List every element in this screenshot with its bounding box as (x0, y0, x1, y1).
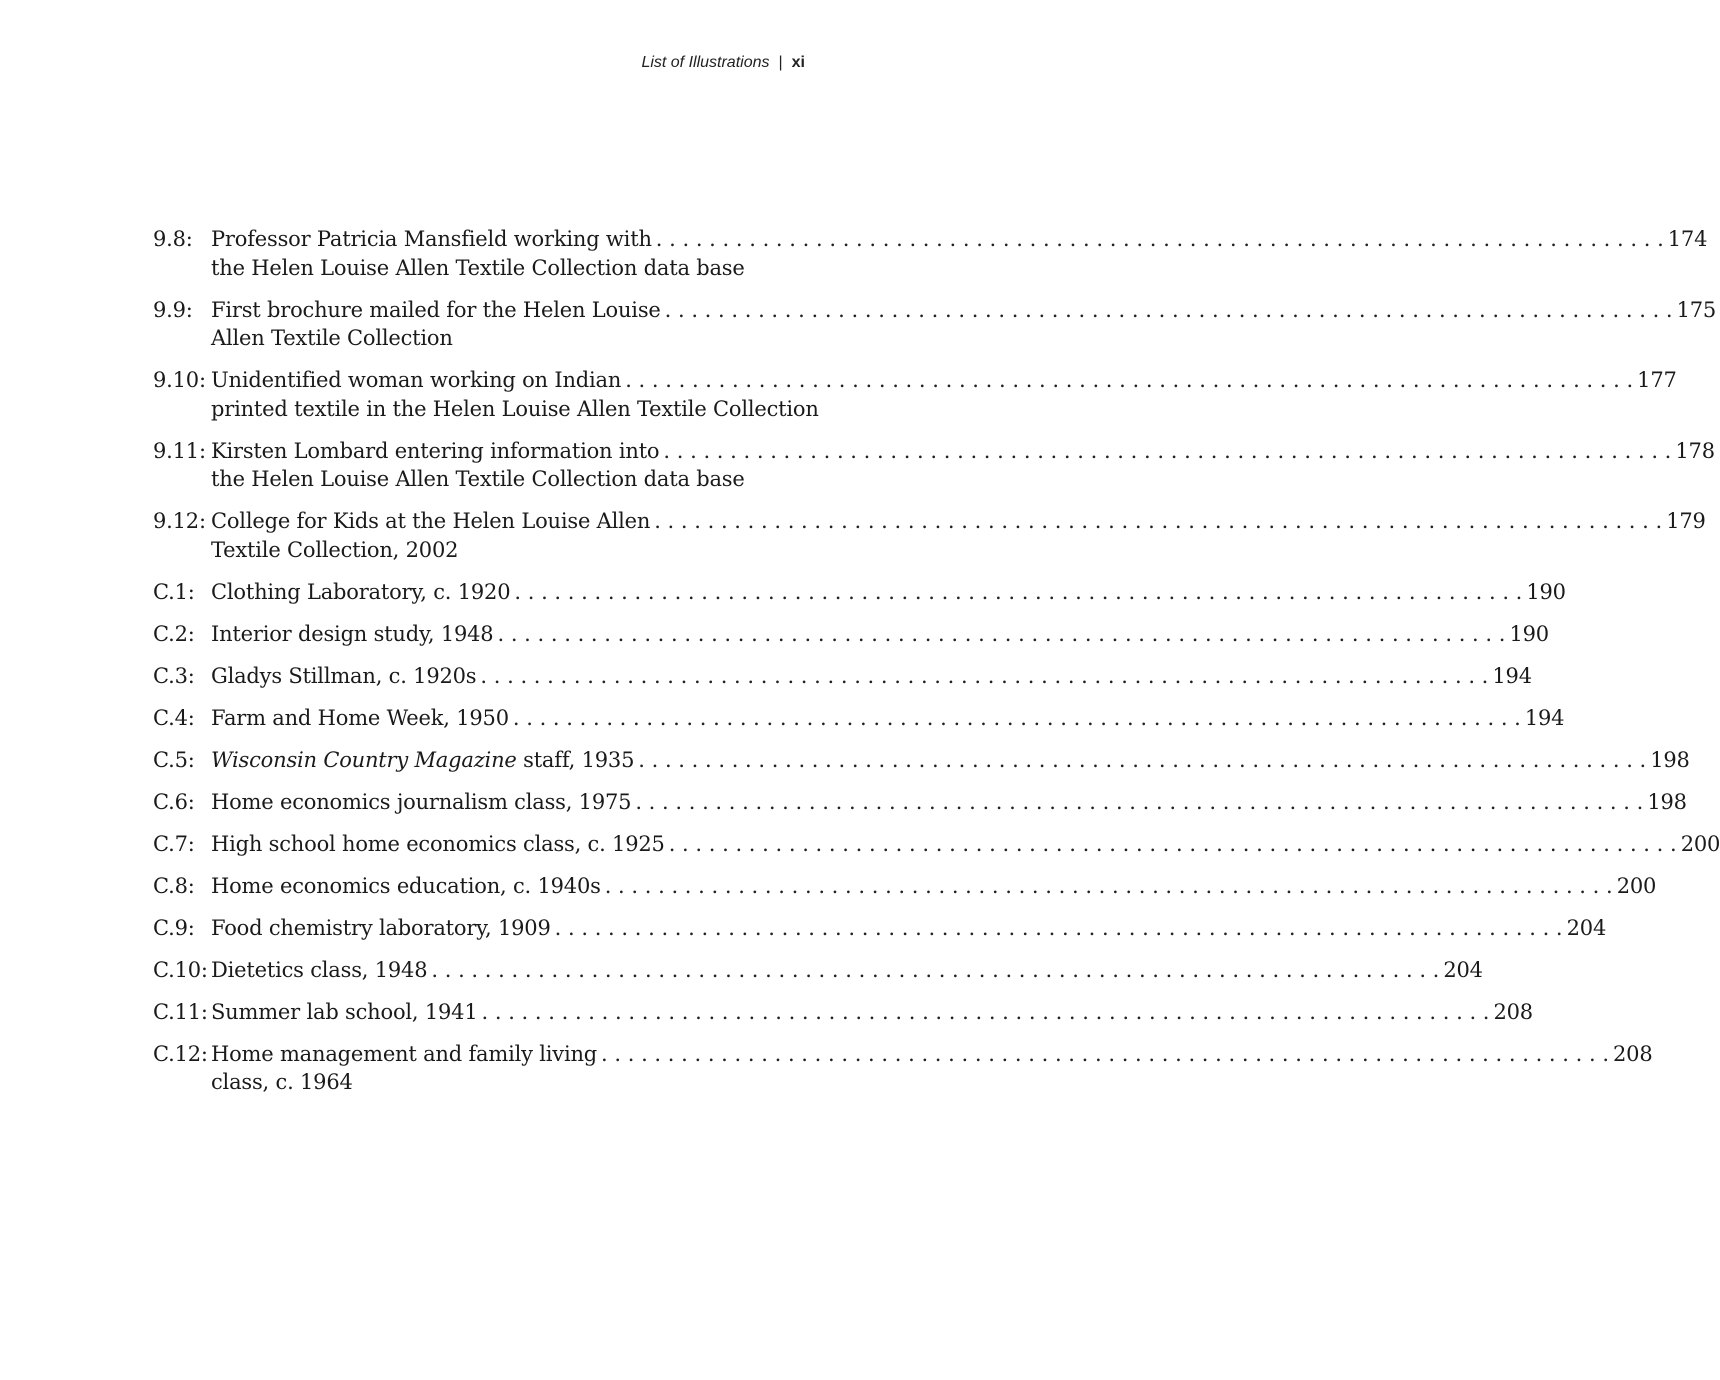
figure-caption (211, 746, 634, 775)
list-item (153, 788, 1687, 817)
dot-leader (665, 296, 1673, 325)
dot-leader (605, 872, 1613, 901)
page-number: 198 (1650, 747, 1690, 772)
list-item (153, 830, 1720, 859)
page-number: 204 (1443, 957, 1483, 982)
running-head-title: List of Illustrations (641, 54, 770, 71)
figure-number: C.11: (153, 999, 208, 1024)
list-item (153, 872, 1657, 901)
figure-caption: Food chemistry laboratory, 1909 (211, 915, 551, 940)
dot-leader (669, 830, 1677, 859)
figure-number: C.3: (153, 663, 195, 688)
figure-number: C.7: (153, 831, 195, 856)
figure-caption-continued: Allen Textile Collection (211, 326, 453, 350)
figure-caption: Gladys Stillman, c. 1920s (211, 663, 477, 688)
figure-number: C.2: (153, 621, 195, 646)
figure-number: C.10: (153, 957, 208, 982)
figure-caption-continued: Textile Collection, 2002 (211, 537, 459, 562)
figure-caption: Summer lab school, 1941 (211, 999, 478, 1024)
list-item (153, 296, 1717, 353)
figure-caption-continued: class, c. 1964 (211, 1070, 353, 1094)
dot-leader (497, 620, 1505, 649)
dot-leader (431, 956, 1439, 985)
list-item (153, 437, 1715, 494)
figure-number: 9.10: (153, 368, 206, 392)
running-head (641, 54, 805, 72)
figure-caption: Home management and family living (211, 1041, 598, 1066)
page-number: 200 (1680, 831, 1720, 856)
figure-number: C.6: (153, 789, 195, 814)
page-number: 190 (1526, 579, 1566, 604)
running-head-separator: | (778, 54, 783, 71)
page-number: 175 (1676, 297, 1717, 322)
figure-caption-continued: the Helen Louise Allen Textile Collection data base (211, 467, 745, 491)
list-item (153, 746, 1690, 775)
figure-caption: Dietetics class, 1948 (211, 957, 428, 982)
list-item (153, 366, 1677, 423)
list-item (153, 225, 1708, 282)
page-number: 179 (1666, 509, 1706, 533)
list-item (153, 704, 1565, 733)
page-number: 208 (1493, 999, 1533, 1024)
page-number: 174 (1667, 227, 1708, 251)
page-number: 194 (1524, 705, 1565, 730)
page-number: 194 (1492, 663, 1532, 688)
page-number: 198 (1647, 789, 1687, 814)
dot-leader (638, 746, 1646, 775)
dot-leader (480, 662, 1488, 691)
figure-caption: First brochure mailed for the Helen Louise (211, 297, 661, 322)
figure-caption: College for Kids at the Helen Louise Allen (211, 509, 651, 533)
figure-number: 9.12: (153, 509, 206, 533)
figure-number: C.9: (153, 915, 195, 940)
figure-caption: Professor Patricia Mansfield working with (211, 227, 652, 251)
page-number: 178 (1675, 438, 1715, 463)
figure-number: C.4: (153, 705, 195, 730)
figure-caption: Unidentified woman working on Indian (211, 368, 622, 392)
list-item (153, 507, 1706, 564)
figure-number: C.1: (153, 579, 195, 604)
dot-leader (656, 225, 1664, 254)
figure-caption-continued: printed textile in the Helen Louise Allen Textile Collection (211, 396, 819, 421)
page-number: 190 (1509, 621, 1549, 646)
figure-caption-continued: the Helen Louise Allen Textile Collection data base (211, 255, 745, 280)
dot-leader (601, 1040, 1609, 1069)
dot-leader (654, 507, 1662, 536)
dot-leader (555, 914, 1563, 943)
illustrations-list (153, 225, 1720, 1110)
list-item (153, 998, 1533, 1027)
dot-leader (635, 788, 1643, 817)
dot-leader (482, 998, 1490, 1027)
figure-number: C.12: (153, 1041, 208, 1066)
list-item (153, 662, 1532, 691)
figure-caption-rest: staff, 1935 (516, 747, 635, 772)
figure-number: 9.9: (153, 297, 193, 322)
list-item (153, 1040, 1653, 1097)
figure-number: C.5: (153, 747, 195, 772)
figure-caption: Clothing Laboratory, c. 1920 (211, 579, 511, 604)
figure-number: 9.11: (153, 438, 206, 463)
page-number: 200 (1616, 873, 1657, 898)
dot-leader (513, 704, 1521, 733)
figure-number: C.8: (153, 873, 195, 898)
magazine-title: Wisconsin Country Magazine (211, 747, 517, 772)
figure-caption: Home economics journalism class, 1975 (211, 789, 632, 814)
figure-number: 9.8: (153, 227, 193, 251)
figure-caption: High school home economics class, c. 1925 (211, 831, 665, 856)
page-number: 204 (1566, 915, 1607, 940)
page-number: 208 (1613, 1041, 1653, 1066)
dot-leader (514, 578, 1522, 607)
list-item (153, 956, 1483, 985)
list-item (153, 914, 1607, 943)
figure-caption: Kirsten Lombard entering information into (211, 438, 660, 463)
dot-leader (625, 366, 1633, 395)
figure-caption: Interior design study, 1948 (211, 621, 494, 646)
dot-leader (663, 437, 1671, 466)
list-item (153, 620, 1549, 649)
page-folio: xi (791, 54, 805, 71)
figure-caption: Farm and Home Week, 1950 (211, 705, 509, 730)
figure-caption: Home economics education, c. 1940s (211, 873, 601, 898)
list-item (153, 578, 1566, 607)
page-number: 177 (1637, 368, 1677, 392)
